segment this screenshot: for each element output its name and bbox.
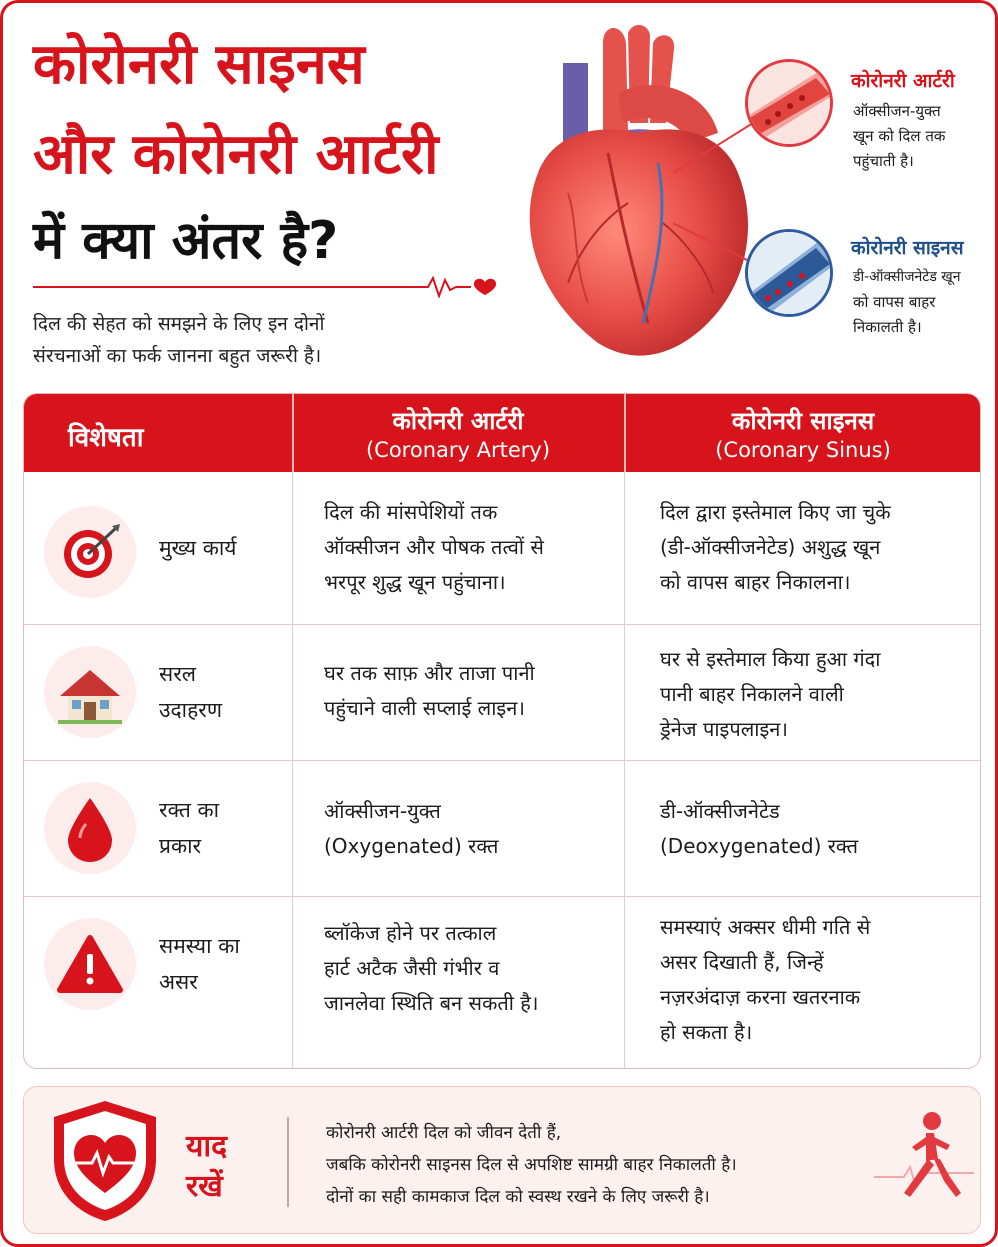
comparison-table [23, 393, 981, 1069]
cell-line: घर से इस्तेमाल किया हुआ गंदा [660, 647, 881, 671]
subtitle [33, 308, 473, 372]
artery-callout-text [853, 99, 998, 174]
runner-icon [874, 1107, 974, 1217]
artery-callout-icon [745, 59, 833, 147]
header-sinus-english: (Coronary Sinus) [715, 438, 891, 462]
cell-line: ऑक्सीजन-युक्त [324, 799, 441, 823]
cell-line: डी-ऑक्सीजनेटेड [660, 799, 780, 823]
cell-line: असर दिखाती हैं, जिन्हें [660, 950, 824, 974]
warning-icon [44, 918, 136, 1010]
remember-line1: कोरोनरी आर्टरी दिल को जीवन देती हैं, [326, 1123, 562, 1143]
row-feature-blood-type [159, 792, 279, 864]
cell-line: हार्ट अटैक जैसी गंभीर व [324, 956, 500, 980]
artery-cell-main-function [324, 495, 544, 600]
cell-line: नज़रअंदाज़ करना खतरनाक [660, 985, 861, 1009]
header-artery-hindi: कोरोनरी आर्टरी [392, 407, 524, 435]
artery-cell-problem-impact [324, 916, 539, 1021]
remember-title-line2: रखें [186, 1169, 223, 1204]
cell-line: (Deoxygenated) रक्त [660, 834, 859, 858]
remember-title [186, 1127, 256, 1207]
subtitle-line1: दिल की सेहत को समझने के लिए इन दोनों [33, 313, 325, 335]
sinus-cell-simple-example [660, 642, 880, 747]
header-artery [292, 394, 624, 472]
header-sinus [624, 394, 981, 472]
page-title-line1: कोरोनरी साइनस [33, 32, 365, 97]
cell-line: घर तक साफ़ और ताजा पानी [324, 661, 535, 685]
header-divider [624, 394, 626, 472]
row-divider [24, 760, 980, 761]
artery-callout-line3: पहुंचाती है। [853, 152, 914, 170]
feature-label: सरल [159, 662, 197, 686]
target-icon [44, 506, 136, 598]
cell-line: भरपूर शुद्ध खून पहुंचाना। [324, 570, 506, 594]
remember-text [326, 1117, 737, 1213]
cell-line: ड्रेनेज पाइपलाइन। [660, 717, 788, 741]
header-feature [24, 394, 292, 472]
cell-line: हो सकता है। [660, 1020, 753, 1044]
cell-line: दिल की मांसपेशियों तक [324, 500, 498, 524]
column-divider [624, 472, 625, 1068]
blood-drop-icon [44, 782, 136, 874]
remember-line3: दोनों का सही कामकाज दिल को स्वस्थ रखने के लिए जरूरी है। [326, 1187, 710, 1207]
artery-callout-title: कोरोनरी आर्टरी [851, 70, 955, 92]
feature-label: रक्त का [159, 798, 220, 822]
feature-label: मुख्य कार्य [159, 536, 237, 560]
sinus-callout-text [853, 265, 993, 340]
artery-cell-simple-example [324, 656, 535, 726]
sinus-callout-line1: डी-ऑक्सीजनेटेड खून [853, 269, 961, 285]
feature-label: समस्या का [159, 934, 240, 958]
remember-box [23, 1086, 981, 1234]
cell-line: जानलेवा स्थिति बन सकती है। [324, 991, 539, 1015]
cell-line: पानी बाहर निकालने वाली [660, 682, 844, 706]
page-title-line2: और कोरोनरी आर्टरी [33, 122, 439, 187]
row-feature-main-function [159, 530, 279, 566]
artery-callout-line1: ऑक्सीजन-युक्त [853, 102, 941, 120]
header-feature-label: विशेषता [68, 423, 144, 453]
remember-title-line1: याद [186, 1129, 228, 1164]
sinus-callout-title: कोरोनरी साइनस [851, 237, 964, 259]
house-icon [44, 646, 136, 738]
cell-line: ब्लॉकेज होने पर तत्काल [324, 921, 497, 945]
subtitle-line2: संरचनाओं का फर्क जानना बहुत जरूरी है। [33, 345, 322, 367]
remember-divider [287, 1117, 289, 1207]
cell-line: दिल द्वारा इस्तेमाल किए जा चुके [660, 500, 891, 524]
sinus-callout-line2: को वापस बाहर [853, 293, 936, 311]
sinus-cell-problem-impact [660, 910, 870, 1050]
row-feature-problem-impact [159, 928, 279, 1000]
row-divider [24, 896, 980, 897]
heartbeat-divider-icon [33, 276, 503, 298]
cell-line: को वापस बाहर निकालना। [660, 570, 851, 594]
header-divider [292, 394, 294, 472]
header-sinus-hindi: कोरोनरी साइनस [731, 407, 875, 435]
artery-callout-line2: खून को दिल तक [853, 127, 946, 145]
remember-line2: जबकि कोरोनरी साइनस दिल से अपशिष्ट सामग्री बाहर निकालती है। [326, 1155, 737, 1175]
sinus-callout-line3: निकालती है। [853, 318, 922, 336]
cell-line: ऑक्सीजन और पोषक तत्वों से [324, 535, 544, 559]
cell-line: पहुंचाने वाली सप्लाई लाइन। [324, 696, 525, 720]
heart-shield-icon [46, 1097, 164, 1225]
feature-label: प्रकार [159, 834, 202, 858]
row-feature-simple-example [159, 656, 279, 728]
cell-line: (Oxygenated) रक्त [324, 834, 499, 858]
feature-label: उदाहरण [159, 698, 223, 722]
row-divider [24, 624, 980, 625]
artery-cell-blood-type [324, 794, 498, 864]
feature-label: असर [159, 970, 198, 994]
sinus-cell-blood-type [660, 794, 858, 864]
cell-line: (डी-ऑक्सीजनेटेड) अशुद्ध खून [660, 535, 881, 559]
sinus-cell-main-function [660, 495, 891, 600]
header-artery-english: (Coronary Artery) [365, 438, 551, 462]
sinus-callout-icon [745, 229, 833, 317]
column-divider [292, 472, 293, 1068]
page-title-line3: में क्या अंतर है? [33, 211, 339, 271]
cell-line: समस्याएं अक्सर धीमी गति से [660, 915, 871, 939]
